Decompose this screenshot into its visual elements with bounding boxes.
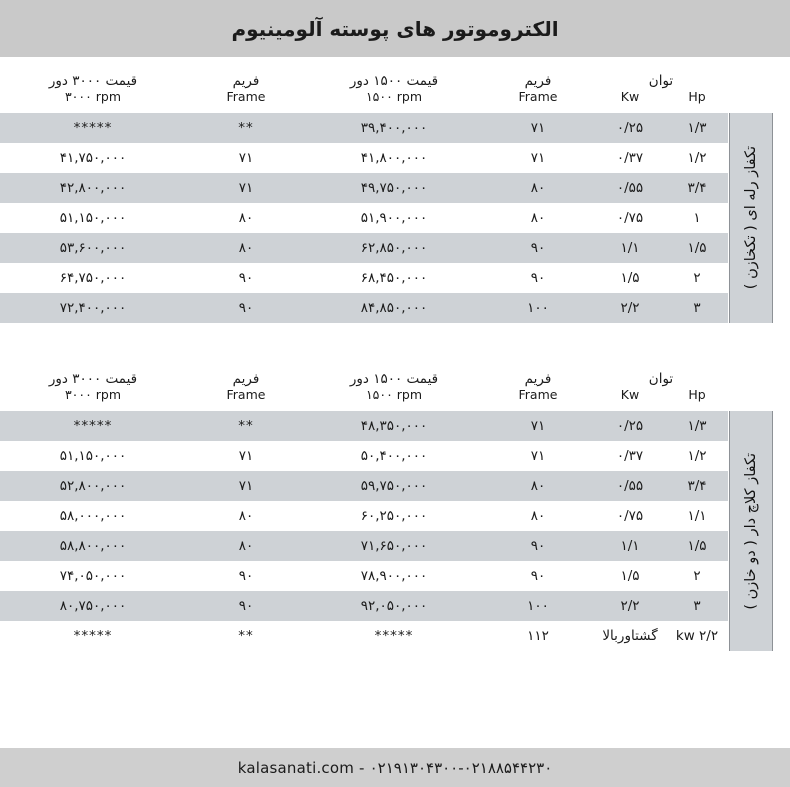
- cell-frame-1500: ۱۱۲: [482, 621, 594, 651]
- cell-frame-1500: ۸۰: [482, 501, 594, 531]
- cell-frame-3000: ۸۰: [186, 501, 306, 531]
- cell-price-1500: ۸۴,۸۵۰,۰۰۰: [306, 293, 482, 323]
- cell-frame-1500: ۷۱: [482, 143, 594, 173]
- cell-price-1500: ۶۰,۲۵۰,۰۰۰: [306, 501, 482, 531]
- cell-kw: ۰/۷۵: [594, 501, 666, 531]
- cell-frame-3000: ۹۰: [186, 561, 306, 591]
- cell-frame-1500: ۹۰: [482, 233, 594, 263]
- cell-frame-1500: ۱۰۰: [482, 293, 594, 323]
- cell-price-3000: ۷۴,۰۵۰,۰۰۰: [0, 561, 186, 591]
- col-price-3000-unit: ۳۰۰۰ rpm: [0, 89, 186, 113]
- cell-price-3000: *****: [0, 113, 186, 143]
- col-price-1500-unit-2: ۱۵۰۰ rpm: [306, 387, 482, 411]
- header-row-top-2: [0, 361, 728, 387]
- cell-hp: ۱/۳: [666, 113, 728, 143]
- cell-price-1500: ۵۹,۷۵۰,۰۰۰: [306, 471, 482, 501]
- cell-hp: ۳/۴: [666, 173, 728, 203]
- table-row: [0, 143, 728, 173]
- col-group-power: توان: [594, 63, 728, 89]
- col-hp-unit-2: Hp: [666, 387, 728, 411]
- col-frame-3000: فریم: [186, 63, 306, 89]
- cell-hp: ۳: [666, 293, 728, 323]
- cell-frame-3000: ۷۱: [186, 143, 306, 173]
- table-row: [0, 203, 728, 233]
- cell-hp: ۱/۵: [666, 233, 728, 263]
- price-table-1: [0, 63, 728, 323]
- footer-bar: [0, 748, 790, 787]
- table-header-2: [0, 361, 728, 411]
- table-row: [0, 173, 728, 203]
- cell-kw: ۲/۲: [594, 293, 666, 323]
- col-price-1500: قیمت ۱۵۰۰ دور: [306, 63, 482, 89]
- cell-frame-3000: **: [186, 113, 306, 143]
- cell-frame-3000: ۷۱: [186, 173, 306, 203]
- cell-frame-1500: ۸۰: [482, 471, 594, 501]
- cell-price-1500: ۴۸,۳۵۰,۰۰۰: [306, 411, 482, 441]
- table-row: [0, 621, 728, 651]
- cell-frame-1500: ۹۰: [482, 531, 594, 561]
- cell-frame-1500: ۷۱: [482, 113, 594, 143]
- header-row-top-1: [0, 63, 728, 89]
- cell-price-1500: ۷۸,۹۰۰,۰۰۰: [306, 561, 482, 591]
- col-frame-1500-2: فریم: [482, 361, 594, 387]
- cell-price-3000: ۴۲,۸۰۰,۰۰۰: [0, 173, 186, 203]
- cell-frame-1500: ۹۰: [482, 561, 594, 591]
- cell-hp: ۱/۱: [666, 501, 728, 531]
- header-row-sub-2: [0, 387, 728, 411]
- col-price-1500-unit: ۱۵۰۰ rpm: [306, 89, 482, 113]
- cell-price-1500: ۹۲,۰۵۰,۰۰۰: [306, 591, 482, 621]
- cell-price-3000: ۵۱,۱۵۰,۰۰۰: [0, 441, 186, 471]
- cell-price-3000: ۸۰,۷۵۰,۰۰۰: [0, 591, 186, 621]
- page-title: الکتروموتور های پوسته آلومینیوم: [231, 16, 559, 41]
- header-row-sub-1: [0, 89, 728, 113]
- cell-price-1500: ۷۱,۶۵۰,۰۰۰: [306, 531, 482, 561]
- cell-price-1500: ۶۲,۸۵۰,۰۰۰: [306, 233, 482, 263]
- cell-price-1500: ۵۰,۴۰۰,۰۰۰: [306, 441, 482, 471]
- table-block-single-phase-relay: [0, 63, 790, 323]
- price-table-2: [0, 361, 728, 651]
- cell-frame-3000: ۹۰: [186, 263, 306, 293]
- cell-price-3000: ۷۲,۴۰۰,۰۰۰: [0, 293, 186, 323]
- cell-frame-1500: ۹۰: [482, 263, 594, 293]
- table-wrapper-2: [0, 361, 790, 651]
- cell-hp: ۱/۵: [666, 531, 728, 561]
- cell-kw: گشتاوربالا: [594, 621, 666, 651]
- table-wrapper-1: [0, 63, 790, 323]
- cell-kw: ۱/۵: [594, 561, 666, 591]
- cell-frame-3000: ۹۰: [186, 293, 306, 323]
- cell-kw: ۱/۱: [594, 233, 666, 263]
- cell-price-3000: ۴۱,۷۵۰,۰۰۰: [0, 143, 186, 173]
- cell-hp: ۲: [666, 561, 728, 591]
- footer-contact-text: kalasanati.com - ۰۲۱۹۱۳۰۴۳۰۰-۰۲۱۸۸۵۴۴۲۳۰: [237, 758, 553, 777]
- cell-hp: ۱/۳: [666, 411, 728, 441]
- cell-kw: ۰/۷۵: [594, 203, 666, 233]
- page-title-bar: [0, 0, 790, 57]
- cell-frame-3000: ۸۰: [186, 203, 306, 233]
- cell-price-3000: ۵۸,۸۰۰,۰۰۰: [0, 531, 186, 561]
- cell-kw: ۰/۲۵: [594, 113, 666, 143]
- cell-frame-3000: ۸۰: [186, 233, 306, 263]
- category-label-single-phase-clutch: [729, 411, 773, 651]
- cell-kw: ۰/۳۷: [594, 143, 666, 173]
- cell-frame-3000: ۹۰: [186, 591, 306, 621]
- col-frame-1500: فریم: [482, 63, 594, 89]
- cell-price-1500: *****: [306, 621, 482, 651]
- between-tables-gap: [0, 323, 790, 361]
- table-row: [0, 561, 728, 591]
- col-kw-unit: Kw: [594, 89, 666, 113]
- cell-kw: ۲/۲: [594, 591, 666, 621]
- col-hp-unit: Hp: [666, 89, 728, 113]
- cell-frame-1500: ۷۱: [482, 411, 594, 441]
- table-row: [0, 441, 728, 471]
- cell-hp: ۲: [666, 263, 728, 293]
- cell-price-1500: ۵۱,۹۰۰,۰۰۰: [306, 203, 482, 233]
- cell-hp: ۱: [666, 203, 728, 233]
- cell-price-3000: ۵۳,۶۰۰,۰۰۰: [0, 233, 186, 263]
- table-row: [0, 531, 728, 561]
- cell-frame-3000: **: [186, 621, 306, 651]
- table-row: [0, 293, 728, 323]
- cell-hp: ۳/۴: [666, 471, 728, 501]
- table-block-single-phase-clutch: [0, 361, 790, 651]
- table-row: [0, 501, 728, 531]
- cell-kw: ۰/۳۷: [594, 441, 666, 471]
- cell-kw: ۱/۱: [594, 531, 666, 561]
- cell-price-3000: ۵۲,۸۰۰,۰۰۰: [0, 471, 186, 501]
- cell-price-1500: ۳۹,۴۰۰,۰۰۰: [306, 113, 482, 143]
- col-frame-3000-2: فریم: [186, 361, 306, 387]
- cell-price-1500: ۶۸,۴۵۰,۰۰۰: [306, 263, 482, 293]
- cell-frame-1500: ۱۰۰: [482, 591, 594, 621]
- cell-frame-1500: ۸۰: [482, 203, 594, 233]
- table-row: [0, 263, 728, 293]
- table-row: [0, 471, 728, 501]
- cell-price-3000: ۵۸,۰۰۰,۰۰۰: [0, 501, 186, 531]
- col-frame-3000-unit: Frame: [186, 89, 306, 113]
- cell-price-3000: *****: [0, 621, 186, 651]
- cell-frame-1500: ۸۰: [482, 173, 594, 203]
- cell-kw: ۱/۵: [594, 263, 666, 293]
- col-group-power-2: توان: [594, 361, 728, 387]
- table-body-1: [0, 113, 728, 323]
- table-row: [0, 591, 728, 621]
- category-label-text: تکفاز کلاچ دار ( دو خازن ): [743, 452, 759, 610]
- cell-hp: ۱/۲: [666, 441, 728, 471]
- cell-hp: ۳: [666, 591, 728, 621]
- cell-hp: ۱/۲: [666, 143, 728, 173]
- col-price-1500-2: قیمت ۱۵۰۰ دور: [306, 361, 482, 387]
- col-price-3000-2: قیمت ۳۰۰۰ دور: [0, 361, 186, 387]
- col-frame-1500-unit: Frame: [482, 89, 594, 113]
- cell-hp: ۲/۲ kw: [666, 621, 728, 651]
- col-price-3000-unit-2: ۳۰۰۰ rpm: [0, 387, 186, 411]
- cell-frame-3000: **: [186, 411, 306, 441]
- cell-frame-3000: ۷۱: [186, 471, 306, 501]
- cell-frame-3000: ۸۰: [186, 531, 306, 561]
- table-row: [0, 233, 728, 263]
- cell-price-3000: *****: [0, 411, 186, 441]
- cell-kw: ۰/۲۵: [594, 411, 666, 441]
- col-price-3000: قیمت ۳۰۰۰ دور: [0, 63, 186, 89]
- table-header-1: [0, 63, 728, 113]
- cell-price-1500: ۴۹,۷۵۰,۰۰۰: [306, 173, 482, 203]
- cell-frame-3000: ۷۱: [186, 441, 306, 471]
- cell-kw: ۰/۵۵: [594, 173, 666, 203]
- col-frame-3000-unit-2: Frame: [186, 387, 306, 411]
- cell-price-3000: ۵۱,۱۵۰,۰۰۰: [0, 203, 186, 233]
- table-row: [0, 411, 728, 441]
- col-frame-1500-unit-2: Frame: [482, 387, 594, 411]
- cell-kw: ۰/۵۵: [594, 471, 666, 501]
- table-row: [0, 113, 728, 143]
- cell-frame-1500: ۷۱: [482, 441, 594, 471]
- table-body-2: [0, 411, 728, 651]
- category-label-text: تکفاز رله ای ( تکخازن ): [743, 146, 759, 290]
- category-label-single-phase-relay: [729, 113, 773, 323]
- cell-price-3000: ۶۴,۷۵۰,۰۰۰: [0, 263, 186, 293]
- col-kw-unit-2: Kw: [594, 387, 666, 411]
- cell-price-1500: ۴۱,۸۰۰,۰۰۰: [306, 143, 482, 173]
